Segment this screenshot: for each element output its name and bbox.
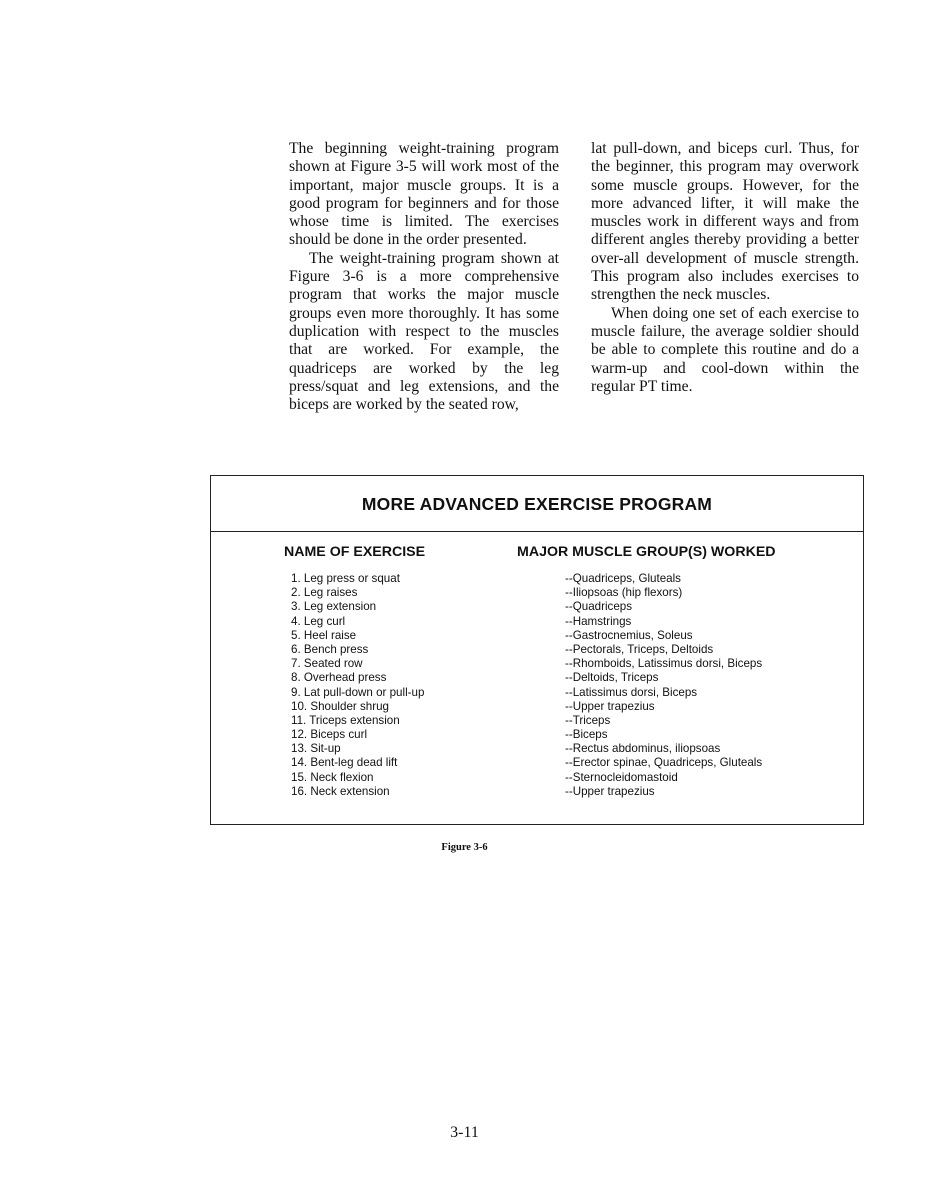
exercise-name: 7. Seated row <box>291 657 363 671</box>
muscle-groups: --Iliopsoas (hip flexors) <box>565 586 683 600</box>
exercise-name: 15. Neck flexion <box>291 770 374 784</box>
exercise-name: 14. Bent-leg dead lift <box>291 756 398 770</box>
exercise-list <box>291 572 511 799</box>
exercise-name: 5. Heel raise <box>291 628 357 642</box>
figure-title-bar <box>211 476 863 532</box>
muscle-groups: --Triceps <box>565 713 611 727</box>
exercise-name: 8. Overhead press <box>291 671 387 685</box>
paragraph: The weight-training program shown at Figure 3-6 is a more comprehensive program that works the major muscle groups even more thoroughly. It has some duplication with respect to the muscles that are worked. For example, the quadriceps are worked by the leg press/squat and leg extensions, and the biceps are worked by the seated row, <box>289 249 559 414</box>
muscle-groups: --Biceps <box>565 728 608 742</box>
body-text-left-column <box>289 140 559 414</box>
exercise-name: 2. Leg raises <box>291 586 358 600</box>
exercise-name: 10. Shoulder shrug <box>291 699 389 713</box>
muscle-groups: --Hamstrings <box>565 614 632 628</box>
paragraph: The beginning weight-training program shown at Figure 3-5 will work most of the important, major muscle groups. It is a good program for beginners and for those whose time is limited. The exercises should be done in the order presented. <box>289 140 559 249</box>
figure-caption: Figure 3-6 <box>441 842 488 853</box>
muscle-groups: --Pectorals, Triceps, Deltoids <box>565 642 714 656</box>
muscle-groups: --Latissimus dorsi, Biceps <box>565 685 698 699</box>
figure-title: MORE ADVANCED EXERCISE PROGRAM <box>361 494 713 514</box>
muscle-groups: --Rhomboids, Latissimus dorsi, Biceps <box>565 657 763 671</box>
exercise-name: 4. Leg curl <box>291 614 346 628</box>
muscle-group-list <box>565 572 855 799</box>
exercise-program-figure <box>210 475 864 825</box>
muscle-groups: --Upper trapezius <box>565 784 655 798</box>
exercise-name: 9. Lat pull-down or pull-up <box>291 685 425 699</box>
muscle-groups: --Quadriceps <box>565 600 633 614</box>
exercise-name: 3. Leg extension <box>291 600 377 614</box>
exercise-name: 11. Triceps extension <box>291 713 400 727</box>
paragraph: lat pull-down, and biceps curl. Thus, for the beginner, this program may overwork some muscle groups. However, for the more advanced lifter, it will make the muscles work in different ways and from different angles thereby providing a better over-all development of muscle strength. This program also includes exercises to strengthen the neck muscles. <box>591 140 859 304</box>
muscle-groups: --Rectus abdominus, iliopsoas <box>565 742 721 756</box>
muscle-column-header: MAJOR MUSCLE GROUP(S) WORKED <box>517 544 776 560</box>
muscle-groups: --Deltoids, Triceps <box>565 671 659 685</box>
muscle-groups: --Erector spinae, Quadriceps, Gluteals <box>565 756 763 770</box>
muscle-groups: --Upper trapezius <box>565 699 655 713</box>
muscle-groups: --Gastrocnemius, Soleus <box>565 628 693 642</box>
exercise-name: 6. Bench press <box>291 642 369 656</box>
paragraph: When doing one set of each exercise to muscle failure, the average soldier should be able to complete this routine and do a warm-up and cool-down within the regular PT time. <box>591 304 859 395</box>
body-text-right-column <box>591 140 859 396</box>
exercise-name: 13. Sit-up <box>291 742 341 756</box>
exercise-name: 12. Biceps curl <box>291 728 368 742</box>
page-number: 3-11 <box>450 1124 479 1141</box>
exercise-name: 16. Neck extension <box>291 784 390 798</box>
muscle-groups: --Sternocleidomastoid <box>565 770 678 784</box>
exercise-name: 1. Leg press or squat <box>291 572 400 585</box>
muscle-groups: --Quadriceps, Gluteals <box>565 572 681 585</box>
exercise-column-header: NAME OF EXERCISE <box>284 544 426 560</box>
